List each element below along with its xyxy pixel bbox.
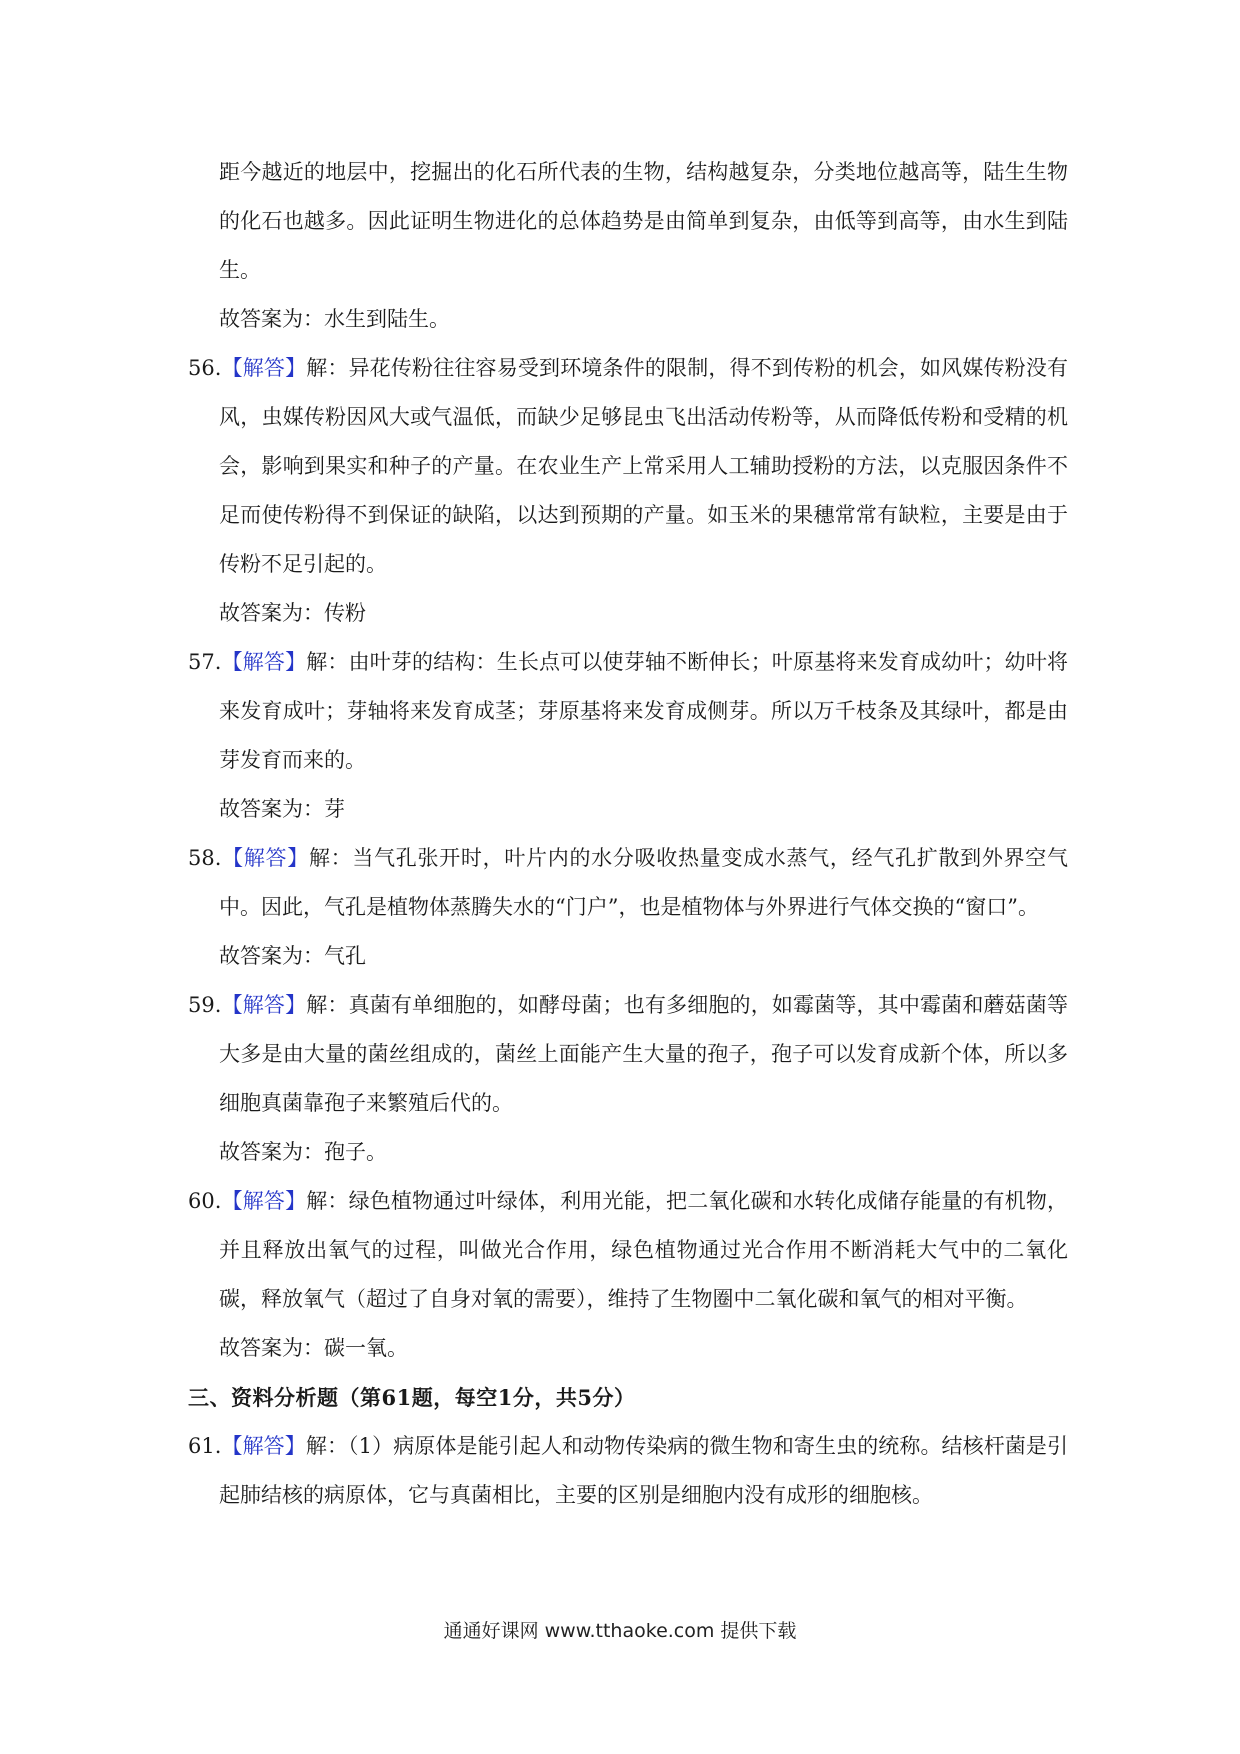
lead-answer: 故答案为：水生到陆生。 (219, 307, 450, 331)
answer-item-58 (188, 834, 1068, 932)
answer-line-59: 故答案为：孢子。 (219, 1140, 387, 1164)
answer-item-57 (188, 638, 1068, 785)
section-heading: 三、资料分析题（第61题，每空1分，共5分） (188, 1385, 636, 1410)
solution-tag: 【解答】 (221, 993, 307, 1017)
item-text: 解：真菌有单细胞的，如酵母菌；也有多细胞的，如霉菌等，其中霉菌和蘑菇菌等大多是由大量的菌丝组成的，菌丝上面能产生大量的孢子，孢子可以发育成新个体，所以多细胞真菌靠孢子来繁殖后代的。 (219, 993, 1069, 1115)
item-number: 61. (188, 1434, 222, 1458)
item-text: 解：绿色植物通过叶绿体，利用光能，把二氧化碳和水转化成储存能量的有机物，并且释放出氧气的过程，叫做光合作用，绿色植物通过光合作用不断消耗大气中的二氧化碳，释放氧气（超过了自身对氧的需要），维持了生物圈中二氧化碳和氧气的相对平衡。 (219, 1189, 1069, 1311)
solution-tag: 【解答】 (221, 650, 307, 674)
item-number: 59. (188, 993, 222, 1017)
item-text: 解：由叶芽的结构：生长点可以使芽轴不断伸长；叶原基将来发育成幼叶；幼叶将来发育成叶；芽轴将来发育成茎；芽原基将来发育成侧芽。所以万千枝条及其绿叶，都是由芽发育而来的。 (219, 650, 1069, 772)
answer-item-61 (188, 1422, 1068, 1520)
answer-line-58: 故答案为：气孔 (219, 944, 366, 968)
answer-line-60: 故答案为：碳一氧。 (219, 1336, 408, 1360)
item-number: 60. (188, 1189, 222, 1213)
solution-tag: 【解答】 (221, 1189, 307, 1213)
item-text: 解：异花传粉往往容易受到环境条件的限制，得不到传粉的机会，如风媒传粉没有风，虫媒传粉因风大或气温低，而缺少足够昆虫飞出活动传粉等，从而降低传粉和受精的机会，影响到果实和种子的产量。在农业生产上常采用人工辅助授粉的方法，以克服因条件不足而使传粉得不到保证的缺陷，以达到预期的产量。如玉米的果穗常常有缺粒，主要是由于传粉不足引起的。 (219, 356, 1069, 576)
page-footer: 通通好课网 www.tthaoke.com 提供下载 (443, 1620, 797, 1642)
answer-line-57: 故答案为：芽 (219, 797, 345, 821)
answer-item-59 (188, 981, 1068, 1128)
answer-item-56 (188, 344, 1068, 589)
item-number: 58. (188, 846, 222, 870)
answer-content (188, 148, 1068, 1520)
solution-tag: 【解答】 (221, 1434, 306, 1458)
answer-item-60 (188, 1177, 1068, 1324)
item-number: 56. (188, 356, 222, 380)
solution-tag: 【解答】 (221, 356, 307, 380)
item-number: 57. (188, 650, 222, 674)
solution-tag: 【解答】 (221, 846, 309, 870)
item-text: 解：当气孔张开时，叶片内的水分吸收热量变成水蒸气，经气孔扩散到外界空气中。因此，气孔是植物体蒸腾失水的“门户”，也是植物体与外界进行气体交换的“窗口”。 (219, 846, 1069, 919)
item-text: 解：（1）病原体是能引起人和动物传染病的微生物和寄生虫的统称。结核杆菌是引起肺结核的病原体，它与真菌相比，主要的区别是细胞内没有成形的细胞核。 (219, 1434, 1069, 1507)
answer-line-56: 故答案为：传粉 (219, 601, 366, 625)
lead-paragraph: 距今越近的地层中，挖掘出的化石所代表的生物，结构越复杂，分类地位越高等，陆生生物的化石也越多。因此证明生物进化的总体趋势是由简单到复杂，由低等到高等，由水生到陆生。 (219, 160, 1068, 282)
